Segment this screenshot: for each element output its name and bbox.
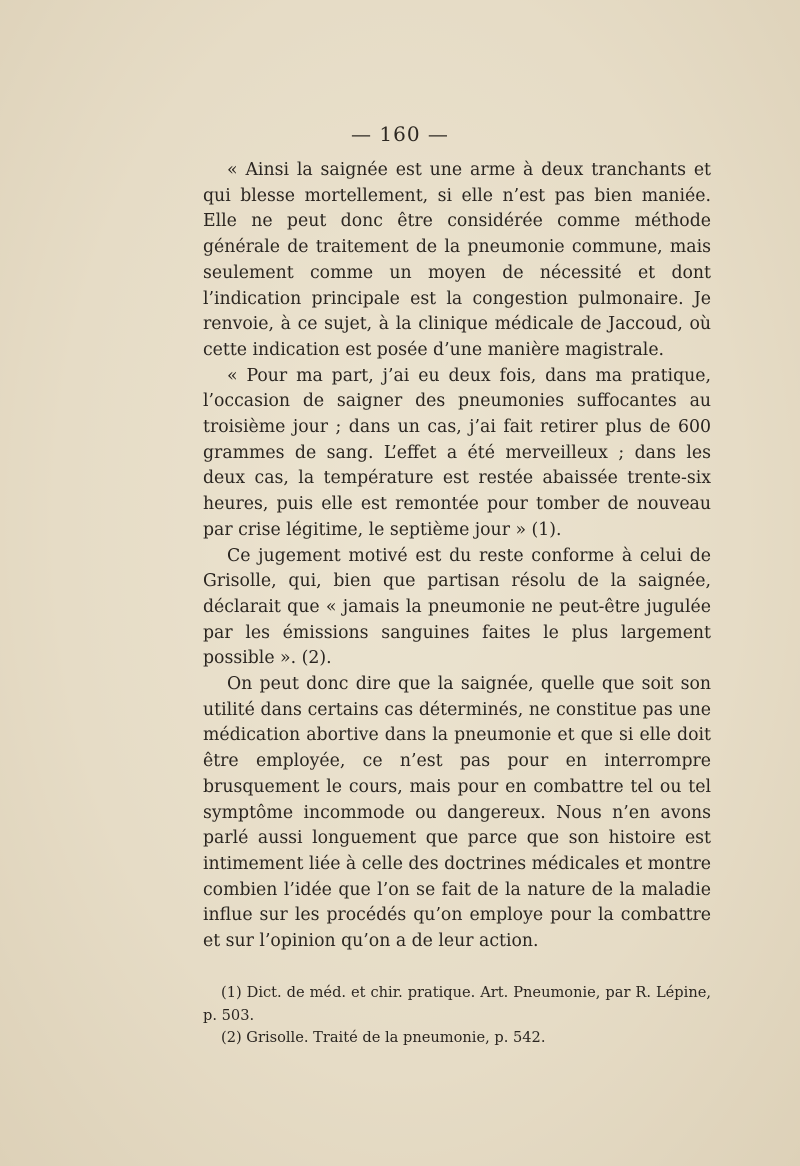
footnote: (1) Dict. de méd. et chir. pratique. Art. Pneumonie, par R. Lépine, p. 503. bbox=[203, 984, 711, 1024]
page-number: — 160 — bbox=[351, 122, 449, 146]
footnotes bbox=[203, 982, 711, 1050]
paragraph: « Pour ma part, j’ai eu deux fois, dans ma pratique, l’occasion de saigner des pneumonies suffocantes au troisième jour ; dans un cas, j’ai fait retirer plus de 600 grammes de sang. L’effet a été merveilleux ; dans les deux cas, la température est restée abaissée trente-six heures, puis elle est remontée pour tomber de nouveau par crise légitime, le septième jour » (1). bbox=[203, 365, 711, 540]
footnote: (2) Grisolle. Traité de la pneumonie, p. 542. bbox=[221, 1029, 546, 1046]
main-text bbox=[203, 158, 711, 955]
paragraph: Ce jugement motivé est du reste conforme à celui de Grisolle, qui, bien que partisan résolu de la saignée, déclarait que « jamais la pneumonie ne peut-être jugulée par les émissions sanguines faites le plus largement possible ». (2). bbox=[203, 545, 711, 669]
paragraph: On peut donc dire que la saignée, quelle que soit son utilité dans certains cas déterminés, ne constitue pas une médication abortive dans la pneumonie et que si elle doit être employée, ce n’est pas pour en interrompre brusquement le cours, mais pour en combattre tel ou tel symptôme incommode ou dangereux. Nous n’en avons parlé aussi longuement que parce que son histoire est intimement liée à celle des doctrines médicales et montre combien l’idée que l’on se fait de la nature de la maladie influe sur les procédés qu’on employe pour la combattre et sur l’opinion qu’on a de leur action. bbox=[203, 674, 711, 952]
paragraph: « Ainsi la saignée est une arme à deux tranchants et qui blesse mortellement, si elle n’est pas bien maniée. Elle ne peut donc être considérée comme méthode générale de traitement de la pneumonie commune, mais seulement comme un moyen de nécessité et dont l’indication principale est la congestion pulmonaire. Je renvoie, à ce sujet, à la clinique médicale de Jaccoud, où cette indication est posée d’une manière magistrale. bbox=[203, 160, 711, 360]
